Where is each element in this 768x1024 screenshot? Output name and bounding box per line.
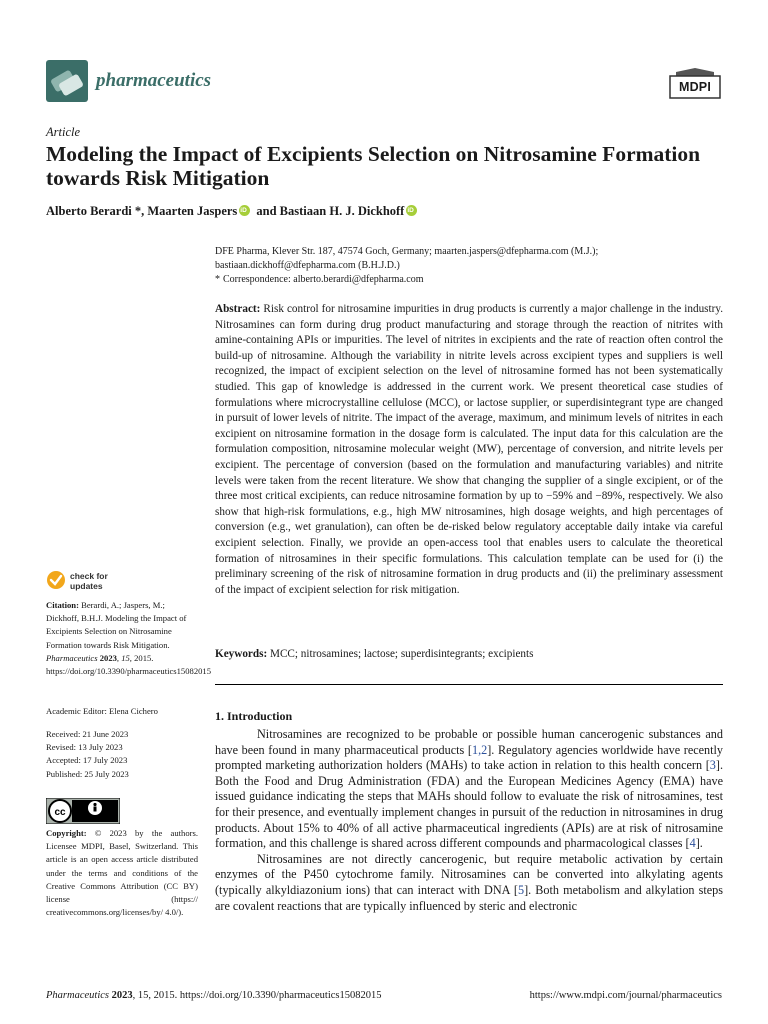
journal-logo bbox=[46, 60, 88, 102]
keywords-label: Keywords: bbox=[215, 648, 268, 660]
copyright-text: © 2023 by the authors. Licensee MDPI, Basel, Switzerland. This article is an open access article distributed under the terms and conditions of the Creative Commons Attribution (CC BY) license (https:// creativecommons.org/licenses/by/ 4.0/). bbox=[46, 828, 198, 918]
text-run: ]. Both metabolism and alkylation steps are covalent reactions that are typically influenced by steric and electronic bbox=[215, 882, 724, 913]
section-heading: 1. Introduction bbox=[215, 709, 293, 723]
affiliation bbox=[215, 245, 725, 287]
text-run: Nitrosamines are not directly cancerogenic, but require metabolic activation by certain enzymes of the P450 cytochrome family. Nitrosamines can be converted into alkylating agents (typically alkyldiazonium ions) that can interact with DNA [ bbox=[215, 851, 723, 897]
date-revised: Revised: 13 July 2023 bbox=[46, 742, 123, 753]
divider bbox=[215, 684, 723, 685]
citation: Citation: Berardi, A.; Jaspers, M.; Dickhoff, B.H.J. Modeling the Impact of Excipients Selection on Nitrosamine Formation towards Risk Mitigation. Pharmaceutics 2023, 15, 2015. https://doi.org/10.3390/pharmaceutics15082015 bbox=[46, 600, 212, 677]
date-received: Received: 21 June 2023 bbox=[46, 729, 129, 739]
author-list bbox=[46, 204, 420, 219]
date-published: Published: 25 July 2023 bbox=[46, 768, 129, 779]
svg-text:cc: cc bbox=[54, 807, 66, 818]
reference-link[interactable]: 3 bbox=[709, 758, 716, 773]
reference-link[interactable]: 4 bbox=[689, 836, 696, 851]
publication-dates bbox=[46, 728, 198, 781]
paragraph bbox=[215, 852, 723, 914]
journal-name: pharmaceutics bbox=[96, 70, 212, 91]
citation-volume: 15 bbox=[121, 652, 130, 663]
text-run: ]. bbox=[695, 836, 703, 851]
citation-doi[interactable]: , 2015. https://doi.org/10.3390/pharmaceutics15082015 bbox=[46, 652, 212, 677]
publisher-logo bbox=[666, 66, 724, 102]
academic-editor: Academic Editor: Elena Cichero bbox=[46, 706, 158, 716]
paragraph bbox=[215, 727, 723, 852]
citation-label: Citation: bbox=[46, 600, 79, 610]
text-run: ]. Regulatory agencies worldwide have recently prompted marketing authorization holders (MAHs) to take action in relation to this health concern [ bbox=[215, 742, 724, 773]
footer-doi[interactable]: , 15, 2015. https://doi.org/10.3390/pharmaceutics15082015 bbox=[132, 990, 382, 1001]
publisher-name: MDPI bbox=[678, 80, 712, 94]
footer-citation bbox=[46, 990, 382, 1001]
abstract-text: Risk control for nitrosamine impurities in drug products is currently a major challenge in the industry. Nitrosamines can form during drug product manufacturing and storage through the reaction of nitrites with amine-containing APIs or impurities. The level of nitrites in excipients and the rate of reaction often control the build-up of nitrosamine. Although the variability in nitrite levels across excipient types and suppliers is well recognized, the impact of excipient selection on the level of nitrosamine formed has not been systematically studied. This gap of knowledge is addressed in the current work. We present theoretical case studies of formulations where microcrystalline cellulose (MCC), or lactose supplier, or superdisintegrant type are changed in pursuit of lower levels of nitrite. The impact of the average, maximum, and minimum levels of nitrites in each excipient on nitrosamine formation in the dosage form is calculated. The input data for this calculation are the formulation composition, nitrosamine molecular weight (MW), percentage of conversion, and nitrite levels per excipient. The percentage of conversion (based on the formulation and manufacturing variables) and nitrite levels were taken from the recent literature. We show that changing the supplier of a single excipient, or of the three most critical excipients, can reduce nitrosamine formation by up to −59% and −89%, respectively. We also show that high-risk formulations, e.g., high MW nitrosamines, high dosage weights, and high percentages of conversion (e.g., wet granulation), can often be de-risked below regulatory acceptable daily intake via careful excipient selection. Finally, we provide an open-access tool that enables users to calculate the theoretical formation of nitrosamines in their specific formulations. This calculation template can be used for (i) the preliminary screening of the risk of nitrosamine formation in drug products and (ii) the preliminary assessment of the impact of excipient selection for risk mitigation. bbox=[215, 303, 724, 596]
abstract bbox=[215, 302, 723, 598]
check-updates-icon bbox=[46, 570, 66, 590]
affiliation-line: bastiaan.dickhoff@dfepharma.com (B.H.J.D.) bbox=[215, 260, 400, 271]
copyright-notice bbox=[46, 827, 198, 919]
citation-text: Berardi, A.; Jaspers, M.; Dickhoff, B.H.J. Modeling the Impact of Excipients Selection on Nitrosamine Formation towards Risk Mitigation. bbox=[46, 600, 187, 650]
orcid-icon[interactable] bbox=[239, 205, 250, 216]
date-accepted: Accepted: 17 July 2023 bbox=[46, 755, 128, 766]
citation-journal: Pharmaceutics bbox=[46, 652, 98, 663]
text-run: Nitrosamines are recognized to be probable or possible human cancerogenic substances and have been found in many pharmaceutical products [ bbox=[215, 727, 723, 757]
correspondence: Correspondence: alberto.berardi@dfepharma.com bbox=[223, 274, 424, 285]
reference-link[interactable]: 5 bbox=[517, 882, 525, 897]
introduction-body bbox=[215, 727, 723, 914]
footer-journal: Pharmaceutics bbox=[46, 990, 109, 1001]
footer-year: 2023 bbox=[111, 990, 133, 1001]
check-for-updates-button[interactable] bbox=[46, 570, 126, 592]
article-type: Article bbox=[46, 125, 81, 139]
copyright-label: Copyright: bbox=[46, 828, 87, 838]
author-names-1: Alberto Berardi *, Maarten Jaspers bbox=[46, 204, 238, 218]
correspondence-star: * bbox=[215, 274, 220, 285]
author-names-2: and Bastiaan H. J. Dickhoff bbox=[253, 204, 405, 218]
article-title: Modeling the Impact of Excipients Selection on Nitrosamine Formation towards Risk Mitigation bbox=[46, 142, 701, 190]
cc-by-license-badge[interactable] bbox=[46, 798, 120, 824]
keywords bbox=[215, 648, 723, 660]
text-run: ]. Both the Food and Drug Administration (FDA) and the European Medicines Agency (EMA) have issued guidance indicating the steps that MAHs should follow to evaluate the risk of nitrosamines, test for their presence, and eventually implement changes in pursuit of the reduction in nitrosamines in drug products. About 15% to 40% of all active pharmaceutical ingredients (APIs) are at risk of nitrosamine formation, and this challenge is shared across different compounds and pharmacological classes [ bbox=[215, 758, 723, 851]
abstract-label: Abstract: bbox=[215, 303, 261, 315]
reference-link[interactable]: 1,2 bbox=[471, 742, 488, 757]
footer-journal-url[interactable]: https://www.mdpi.com/journal/pharmaceutics bbox=[529, 990, 722, 1001]
affiliation-line: DFE Pharma, Klever Str. 187, 47574 Goch, Germany; maarten.jaspers@dfepharma.com (M.J.); bbox=[215, 246, 599, 257]
citation-year: 2023 bbox=[99, 652, 117, 663]
orcid-icon[interactable] bbox=[406, 205, 417, 216]
check-updates-label: check for updates bbox=[70, 571, 108, 591]
keywords-text: MCC; nitrosamines; lactose; superdisintegrants; excipients bbox=[270, 648, 534, 660]
